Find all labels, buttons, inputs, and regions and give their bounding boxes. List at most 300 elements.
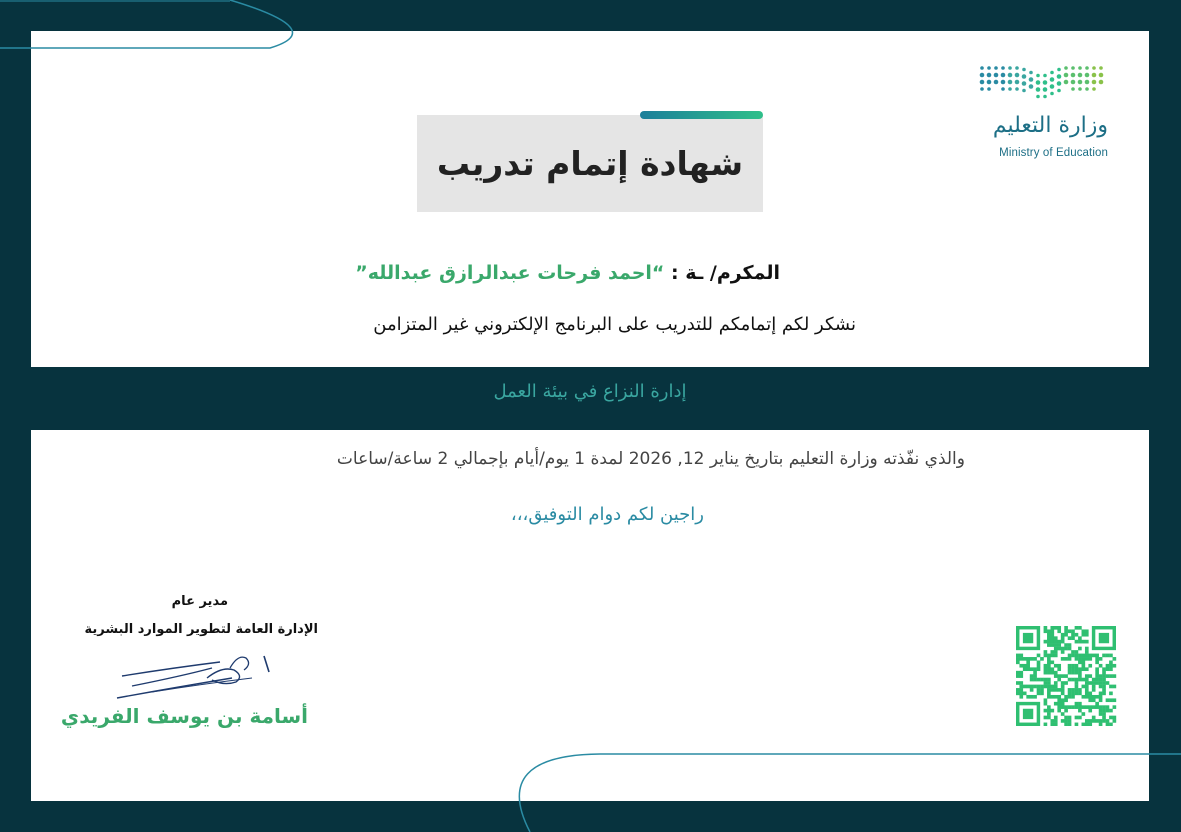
qr-module [1092,698,1096,702]
qr-module [1050,667,1054,671]
qr-module [1113,657,1117,661]
qr-module [1092,719,1096,723]
qr-module [1047,636,1051,640]
qr-module [1054,674,1058,678]
qr-module [1102,671,1106,675]
logo-dot [1099,73,1104,78]
qr-module [1061,650,1065,654]
logo-dot [980,73,985,78]
qr-module [1047,629,1051,633]
qr-module [1050,685,1054,689]
qr-module [1047,667,1051,671]
qr-module [1019,695,1023,699]
qr-module [1047,640,1051,644]
qr-module [1068,688,1072,692]
qr-module [1088,723,1092,726]
qr-module [1054,716,1058,720]
qr-module [1061,685,1065,689]
qr-module [1068,636,1072,640]
qr-module [1044,671,1048,675]
qr-module [1033,667,1037,671]
qr-module [1078,657,1082,661]
logo-dot [1001,66,1005,70]
qr-module [1040,692,1044,696]
logo-dot [1085,87,1089,91]
qr-module [1082,695,1086,699]
qr-module [1099,723,1103,726]
qr-module [1075,654,1079,658]
qr-module [1095,702,1099,706]
qr-module [1023,685,1027,689]
qr-module [1109,664,1113,668]
qr-module [1057,629,1061,633]
logo-dot [1008,80,1013,85]
qr-module [1040,678,1044,682]
logo-dot [1008,73,1013,78]
qr-module [1050,629,1054,633]
qr-module [1054,647,1058,651]
certificate-title: شهادة إتمام تدريب [436,144,744,183]
qr-module [1037,660,1041,664]
qr-module [1040,685,1044,689]
qr-module [1082,640,1086,644]
qr-module [1102,674,1106,678]
qr-module [1082,705,1086,709]
qr-module [1088,657,1092,661]
qr-module [1030,685,1034,689]
qr-module [1064,643,1068,647]
qr-module [1071,667,1075,671]
qr-module [1054,654,1058,658]
qr-module [1078,702,1082,706]
qr-module [1023,667,1027,671]
qr-module [1057,664,1061,668]
qr-module [1061,633,1065,637]
qr-module [1047,712,1051,716]
qr-module [1057,643,1061,647]
qr-module [1033,671,1037,675]
logo-dot [1078,73,1083,78]
qr-module [1085,650,1089,654]
qr-module [1092,678,1096,682]
logo-dot [1036,80,1041,85]
qr-module [1099,698,1103,702]
qr-module [1016,657,1020,661]
qr-module [1071,633,1075,637]
qr-module [1113,705,1117,709]
qr-module [1082,633,1086,637]
qr-module [1082,654,1086,658]
qr-module [1102,692,1106,696]
qr-module [1082,678,1086,682]
qr-module [1092,685,1096,689]
qr-module [1016,671,1020,675]
qr-module [1095,654,1099,658]
qr-module [1088,719,1092,723]
qr-module [1109,660,1113,664]
qr-module [1068,723,1072,726]
qr-module [1109,667,1113,671]
logo-dot [1057,81,1062,86]
qr-module [1078,678,1082,682]
logo-dot [1085,66,1089,70]
qr-module [1030,657,1034,661]
qr-module [1092,688,1096,692]
qr-module [1078,709,1082,713]
qr-module [1088,674,1092,678]
qr-module [1023,657,1027,661]
logo-dot [1050,84,1055,89]
logo-dot [1001,87,1005,91]
thanks-text: نشكر لكم إتمامكم للتدريب على البرنامج الإلكتروني غير المتزامن [373,314,856,335]
logo-dot [1092,80,1097,85]
qr-module [1099,678,1103,682]
logo-dot [994,80,999,85]
logo-dot [1050,77,1055,82]
logo-dot [1050,92,1054,96]
qr-module [1050,636,1054,640]
qr-module [1050,719,1054,723]
qr-module [1026,660,1030,664]
qr-module [1068,654,1072,658]
logo-dot [1071,80,1076,85]
qr-module [1064,719,1068,723]
logo-dot [987,66,991,70]
qr-module [1068,719,1072,723]
logo-dot [1064,66,1068,70]
qr-module [1033,678,1037,682]
logo-dot [1036,74,1040,78]
completion-details: والذي نفّذته وزارة التعليم بتاريخ يناير 12, 2026 لمدة 1 يوم/أيام بإجمالي 2 ساعة/ساعات [336,449,965,469]
qr-module [1075,640,1079,644]
qr-module [1061,681,1065,685]
qr-module [1075,688,1079,692]
logo-dot [1008,87,1012,91]
qr-module [1082,685,1086,689]
qr-module [1037,692,1041,696]
logo-dot [1036,87,1041,92]
qr-module [1075,723,1079,726]
qr-module [1019,674,1023,678]
logo-dot [1078,87,1082,91]
qr-module [1050,660,1054,664]
qr-module [1071,671,1075,675]
qr-module [1064,709,1068,713]
qr-module [1088,709,1092,713]
qr-module [1064,716,1068,720]
qr-module [1099,692,1103,696]
qr-module [1030,674,1034,678]
qr-module [1047,681,1051,685]
qr-module [1054,681,1058,685]
qr-module [1037,664,1041,668]
qr-module [1033,685,1037,689]
qr-module [1075,626,1079,630]
logo-dot [1057,68,1061,72]
logo-dot [1064,73,1069,78]
signatory-department: الإدارة العامة لتطوير الموارد البشرية [84,622,318,637]
qr-module [1078,688,1082,692]
qr-module [1044,681,1048,685]
qr-module [1064,629,1068,633]
qr-module [1106,664,1110,668]
qr-module [1088,705,1092,709]
qr-module [1044,698,1048,702]
logo-dot [994,73,999,78]
logo-dot [1078,80,1083,85]
qr-module [1071,650,1075,654]
qr-module [1078,705,1082,709]
qr-module [1082,667,1086,671]
qr-module [1057,678,1061,682]
qr-module [1071,688,1075,692]
qr-module [1071,654,1075,658]
qr-module [1050,695,1054,699]
qr-module [1088,681,1092,685]
qr-module [1061,647,1065,651]
qr-module [1044,629,1048,633]
qr-module [1078,671,1082,675]
qr-module [1099,664,1103,668]
qr-module [1044,667,1048,671]
qr-module [1047,660,1051,664]
logo-dot [1043,80,1048,85]
qr-module [1061,702,1065,706]
qr-module [1068,705,1072,709]
qr-module [1095,695,1099,699]
logo-dot [1015,73,1020,78]
qr-module [1085,657,1089,661]
qr-module [1047,695,1051,699]
qr-module [1019,685,1023,689]
logo-dot [1022,74,1027,79]
qr-module [1068,664,1072,668]
qr-module [1019,671,1023,675]
qr-module [1109,723,1113,726]
qr-module [1102,678,1106,682]
qr-module [1109,654,1113,658]
logo-dot [1043,87,1048,92]
logo-dot [1015,87,1019,91]
logo-dot [1043,95,1047,99]
qr-module [1071,705,1075,709]
qr-module [1068,657,1072,661]
qr-module [1075,671,1079,675]
qr-finder [1023,633,1033,643]
logo-dot [980,87,984,91]
qr-module [1050,643,1054,647]
qr-module [1106,705,1110,709]
qr-module [1095,681,1099,685]
qr-module [1102,719,1106,723]
qr-module [1054,650,1058,654]
qr-module [1019,654,1023,658]
qr-module [1047,685,1051,689]
qr-module [1057,647,1061,651]
qr-module [1085,667,1089,671]
qr-module [1099,674,1103,678]
qr-module [1019,688,1023,692]
qr-module [1082,712,1086,716]
qr-module [1068,692,1072,696]
logo-dot [1001,73,1006,78]
qr-module [1085,647,1089,651]
qr-module [1092,681,1096,685]
qr-module [1026,685,1030,689]
qr-module [1102,712,1106,716]
qr-module [1088,695,1092,699]
qr-module [1044,640,1048,644]
qr-module [1095,678,1099,682]
qr-module [1075,702,1079,706]
qr-module [1095,719,1099,723]
qr-module [1061,657,1065,661]
qr-module [1078,626,1082,630]
qr-module [1075,692,1079,696]
qr-module [1019,681,1023,685]
qr-module [1068,678,1072,682]
qr-module [1078,647,1082,651]
qr-module [1088,664,1092,668]
qr-module [1102,716,1106,720]
qr-module [1068,695,1072,699]
qr-module [1061,674,1065,678]
qr-module [1106,667,1110,671]
qr-module [1078,660,1082,664]
qr-module [1064,674,1068,678]
qr-module [1071,629,1075,633]
qr-module [1099,657,1103,661]
qr-module [1061,705,1065,709]
qr-module [1054,719,1058,723]
program-name: إدارة النزاع في بيئة العمل [493,381,687,402]
qr-module [1085,678,1089,682]
qr-module [1019,692,1023,696]
qr-module [1109,692,1113,696]
qr-module [1085,705,1089,709]
qr-module [1106,698,1110,702]
qr-module [1047,678,1051,682]
qr-module [1092,695,1096,699]
qr-module [1082,629,1086,633]
qr-module [1078,692,1082,696]
qr-module [1075,681,1079,685]
qr-module [1085,654,1089,658]
qr-code[interactable] [1016,626,1117,726]
qr-module [1061,712,1065,716]
qr-module [1047,633,1051,637]
qr-module [1016,681,1020,685]
qr-module [1019,664,1023,668]
qr-module [1099,709,1103,713]
qr-module [1061,698,1065,702]
logo-dot [1022,68,1026,72]
qr-module [1016,688,1020,692]
qr-module [1033,674,1037,678]
qr-module [1113,685,1117,689]
qr-module [1040,688,1044,692]
qr-module [1061,688,1065,692]
qr-module [1016,654,1020,658]
qr-module [1061,692,1065,696]
qr-module [1050,640,1054,644]
qr-module [1078,654,1082,658]
qr-module [1054,664,1058,668]
qr-module [1064,647,1068,651]
qr-module [1071,664,1075,668]
closing-wishes: راجين لكم دوام التوفيق،،، [510,504,704,525]
qr-module [1057,705,1061,709]
logo-dot [1015,80,1020,85]
logo-dot [1099,80,1104,85]
qr-module [1037,667,1041,671]
qr-module [1023,664,1027,668]
qr-module [1109,709,1113,713]
qr-module [1044,723,1048,726]
logo-dot [1036,95,1040,99]
logo-dot [1022,89,1026,93]
qr-module [1064,681,1068,685]
qr-module [1033,695,1037,699]
qr-module [1102,685,1106,689]
qr-module [1054,688,1058,692]
qr-module [1092,705,1096,709]
qr-module [1078,674,1082,678]
qr-module [1095,671,1099,675]
qr-module [1071,678,1075,682]
logo-dot [1057,89,1061,93]
qr-module [1075,633,1079,637]
qr-module [1085,688,1089,692]
qr-module [1092,716,1096,720]
qr-module [1085,640,1089,644]
qr-module [1068,647,1072,651]
qr-module [1113,664,1117,668]
qr-module [1071,692,1075,696]
logo-dot [1064,80,1069,85]
qr-module [1102,667,1106,671]
logo-dot [1043,74,1047,78]
qr-module [1026,667,1030,671]
qr-module [1044,626,1048,630]
qr-module [1102,681,1106,685]
qr-module [1037,688,1041,692]
qr-module [1085,719,1089,723]
qr-module [1047,654,1051,658]
logo-dot [1029,77,1034,82]
qr-module [1088,698,1092,702]
qr-module [1044,678,1048,682]
logo-dot [1015,66,1019,70]
qr-module [1054,640,1058,644]
handwritten-signature [112,648,287,708]
qr-module [1030,667,1034,671]
logo-dot [1008,66,1012,70]
certificate-body-panel [31,430,1149,801]
logo-dot [1092,87,1096,91]
qr-module [1050,633,1054,637]
qr-module [1075,667,1079,671]
qr-module [1102,705,1106,709]
qr-module [1044,709,1048,713]
qr-module [1082,660,1086,664]
qr-module [1085,633,1089,637]
qr-module [1061,636,1065,640]
qr-module [1054,636,1058,640]
qr-module [1054,723,1058,726]
qr-module [1061,640,1065,644]
logo-dot [1001,80,1006,85]
